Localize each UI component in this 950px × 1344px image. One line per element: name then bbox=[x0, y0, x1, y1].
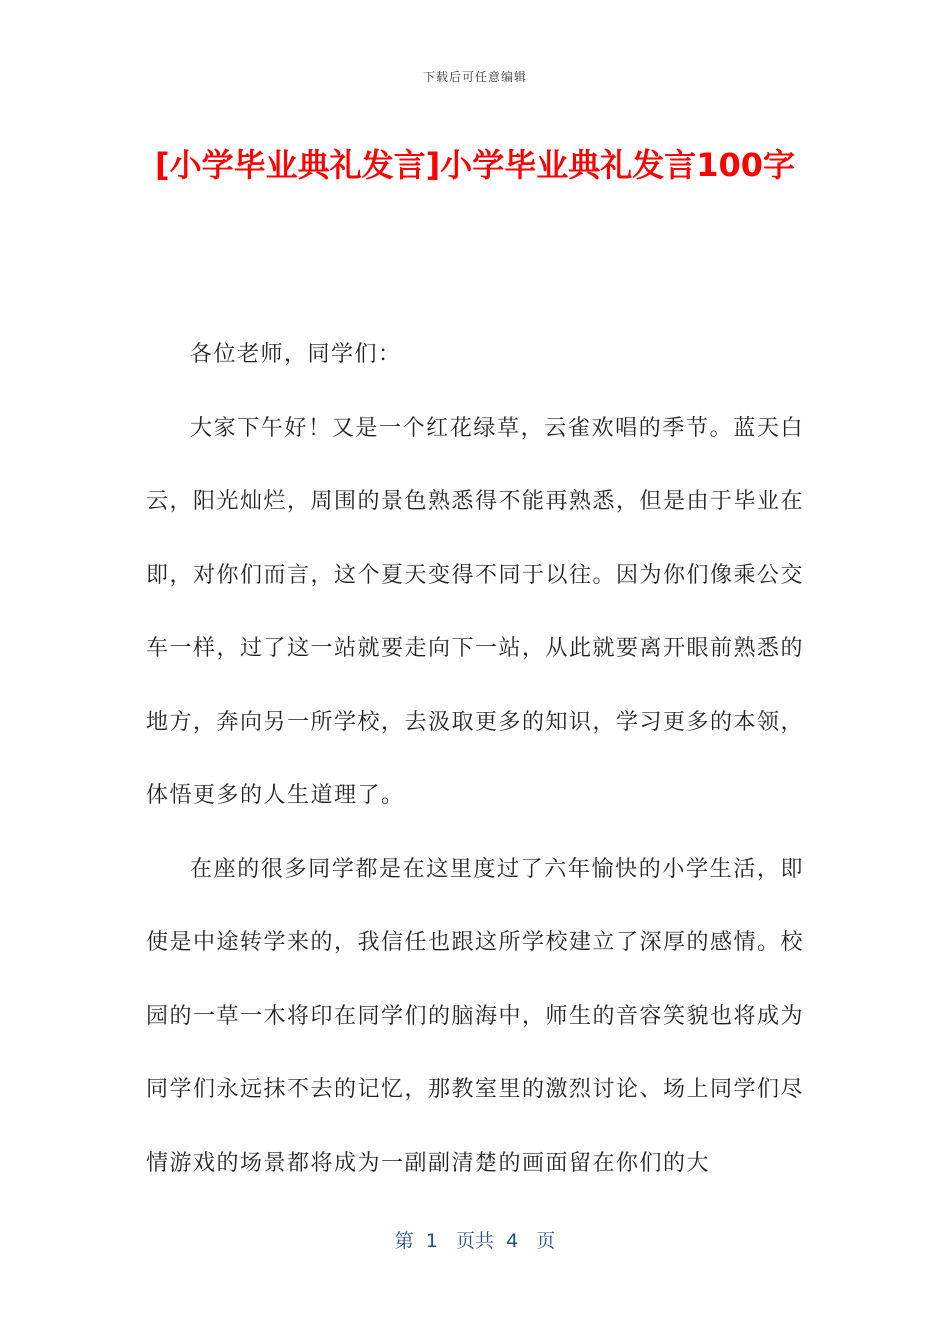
header-note: 下载后可任意编辑 bbox=[422, 70, 527, 84]
paragraph-greeting: 各位老师，同学们： bbox=[190, 342, 402, 367]
document-body bbox=[146, 318, 804, 1200]
paragraph: 在座的很多同学都是在这里度过了六年愉快的小学生活，即使是中途转学来的，我信任也跟这所学校建立了深厚的感情。校园的一草一木将印在同学们的脑海中，师生的音容笑貌也将成为同学们永远抹不去的记忆，那教室里的激烈讨论、场上同学们尽情游戏的场景都将成为一副副清楚的画面留在你们的大 bbox=[146, 856, 805, 1176]
paragraph: 大家下午好！又是一个红花绿草，云雀欢唱的季节。蓝天白云，阳光灿烂，周围的景色熟悉得不能再熟悉，但是由于毕业在即，对你们而言，这个夏天变得不同于以往。因为你们像乘公交车一样，过了这一站就要走向下一站，从此就要离开眼前熟悉的地方，奔向另一所学校，去汲取更多的知识，学习更多的本领，体悟更多的人生道理了。 bbox=[146, 415, 805, 808]
document-title: [小学毕业典礼发言]小学毕业典礼发言100字 bbox=[154, 146, 796, 184]
page-footer: 第 1 页共 4 页 bbox=[394, 1230, 556, 1252]
